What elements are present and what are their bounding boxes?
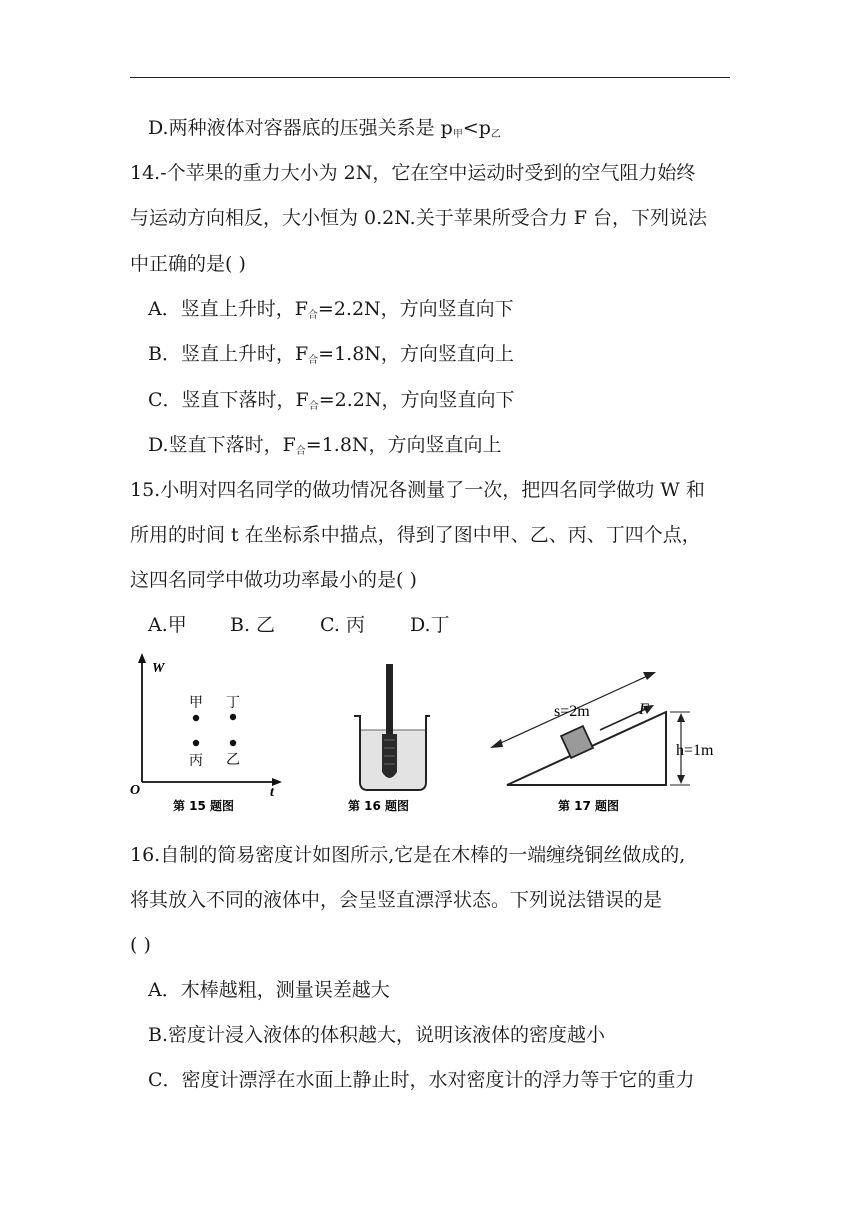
q15-stem-line-2: 所用的时间 t 在坐标系中描点，得到了图中甲、乙、丙、丁四个点，	[130, 524, 701, 546]
q14-option-d: D.竖直下落时，$F_合=1.8N$，方向竖直向上	[148, 434, 502, 457]
point-ding	[230, 714, 236, 720]
q16-option-b: B.密度计浸入液体的体积越大，说明该液体的密度越小	[148, 1024, 606, 1046]
q15-stem-line-1: 15.小明对四名同学的做功情况各测量了一次，把四名同学做功 W 和	[130, 479, 705, 501]
header-rule	[130, 77, 730, 78]
q14-option-b: B．竖直上升时，$F_合=1.8N$，方向竖直向上	[148, 343, 514, 366]
q16-option-c: C．密度计漂浮在水面上静止时，水对密度计的浮力等于它的重力	[148, 1069, 695, 1091]
q13-option-d: D.两种液体对容器底的压强关系是 $p_甲<p_乙$	[148, 117, 501, 140]
q15-option-d: D.丁	[410, 614, 450, 636]
figure-16	[348, 664, 430, 813]
q16-stem-line-3: ( )	[130, 934, 151, 956]
q14-option-c: C．竖直下落时，$F_合=2.2N$，方向竖直向下	[148, 389, 515, 412]
point-label-bing: 丙	[189, 753, 203, 769]
q14-stem-line-1: 14.-个苹果的重力大小为 2N，它在空中运动时受到的空气阻力始终	[130, 162, 696, 184]
origin-label: O	[130, 783, 141, 798]
point-bing	[193, 740, 199, 746]
q16-stem-line-1: 16.自制的简易密度计如图所示,它是在木棒的一端缠绕铜丝做成的,	[130, 844, 686, 866]
figure-16-caption: 第 16 题图	[348, 799, 410, 813]
q15-options	[148, 613, 758, 637]
q15-stem-line-3: 这四名同学中做功功率最小的是( )	[130, 569, 417, 591]
point-yi	[230, 740, 236, 746]
height-h-label: h=1m	[676, 742, 714, 759]
q14-option-a: A．竖直上升时，$F_合=2.2N$，方向竖直向下	[148, 298, 514, 321]
point-label-jia: 甲	[189, 695, 203, 711]
q14-stem-line-3: 中正确的是( )	[130, 253, 246, 275]
distance-s-label: s=2m	[554, 703, 590, 720]
axis-w-label: W	[152, 661, 165, 676]
q15-option-c: C. 丙	[320, 614, 365, 636]
q15-option-b: B. 乙	[230, 614, 276, 636]
point-label-ding: 丁	[226, 695, 240, 711]
point-label-yi: 乙	[226, 752, 240, 768]
figure-15	[130, 653, 282, 813]
point-jia	[193, 715, 199, 721]
figure-17-caption: 第 17 题图	[558, 799, 620, 813]
figure-15-caption: 第 15 题图	[173, 799, 235, 813]
q14-stem-line-2: 与运动方向相反，大小恒为 0.2N.关于苹果所受合力 F 台，下列说法	[130, 207, 707, 229]
q16-stem-line-2: 将其放入不同的液体中，会呈竖直漂浮状态。下列说法错误的是	[130, 889, 663, 911]
figures-row	[128, 650, 732, 820]
q15-option-a: A.甲	[148, 614, 187, 636]
figure-17	[490, 672, 714, 813]
q16-option-a: A．木棒越粗，测量误差越大	[148, 979, 390, 1001]
axis-t-label: t	[270, 785, 274, 800]
force-f-label: F	[639, 701, 649, 718]
